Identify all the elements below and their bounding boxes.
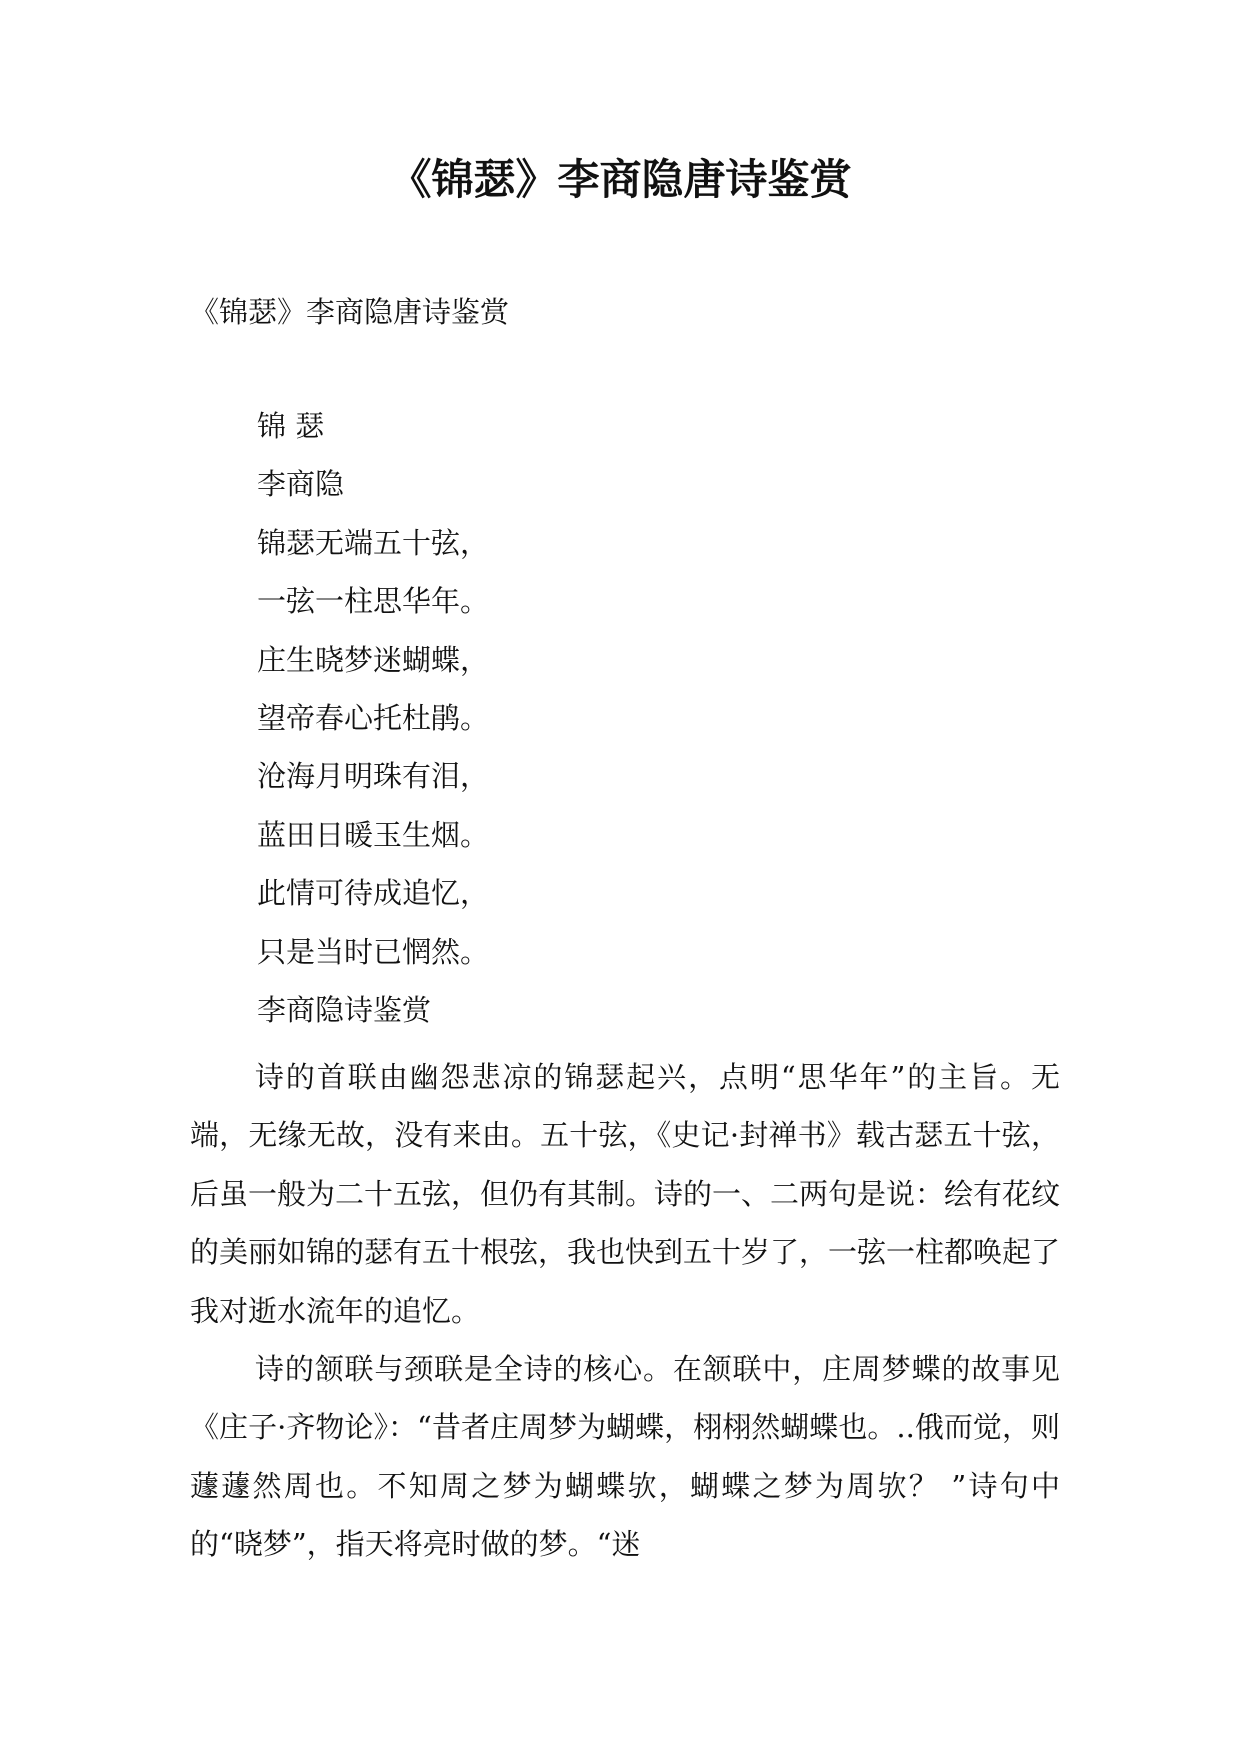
poem-line: 一弦一柱思华年。 bbox=[257, 584, 490, 619]
section-heading: 李商隐诗鉴赏 bbox=[257, 992, 432, 1027]
poem-line: 蓝田日暖玉生烟。 bbox=[257, 817, 490, 852]
poem-line: 望帝春心托杜鹃。 bbox=[257, 700, 490, 735]
poem-line: 沧海月明珠有泪， bbox=[257, 759, 490, 794]
paragraph: 诗的首联由幽怨悲凉的锦瑟起兴，点明“思华年”的主旨。无端，无缘无故，没有来由。五十弦，《史记·封禅书》载古瑟五十弦，后虽一般为二十五弦，但仍有其制。诗的一、二两句是说：绘有花纹的美丽如锦的瑟有五十根弦，我也快到五十岁了，一弦一柱都唤起了我对逝水流年的追忆。 bbox=[190, 1060, 1061, 1328]
poem-line: 锦瑟无端五十弦， bbox=[257, 525, 490, 560]
poem-line: 只是当时已惘然。 bbox=[257, 934, 490, 969]
body-text bbox=[190, 1048, 1060, 1574]
document-title: 《锦瑟》李商隐唐诗鉴赏 bbox=[389, 155, 852, 204]
document-subtitle: 《锦瑟》李商隐唐诗鉴赏 bbox=[190, 295, 510, 329]
poem-line: 此情可待成追忆， bbox=[257, 876, 490, 911]
poem-line: 锦 瑟 bbox=[257, 409, 325, 443]
paragraph: 诗的颔联与颈联是全诗的核心。在颔联中，庄周梦蝶的故事见《庄子·齐物论》：“昔者庄周梦为蝴蝶，栩栩然蝴蝶也。..俄而觉，则蘧蘧然周也。不知周之梦为蝴蝶欤，蝴蝶之梦为周欤？ ”诗句中的“晓梦”，指天将亮时做的梦。“迷 bbox=[190, 1352, 1060, 1562]
poem-line: 庄生晓梦迷蝴蝶， bbox=[257, 642, 490, 677]
poem-line: 李商隐 bbox=[257, 467, 345, 502]
poem-lines bbox=[257, 406, 489, 1048]
